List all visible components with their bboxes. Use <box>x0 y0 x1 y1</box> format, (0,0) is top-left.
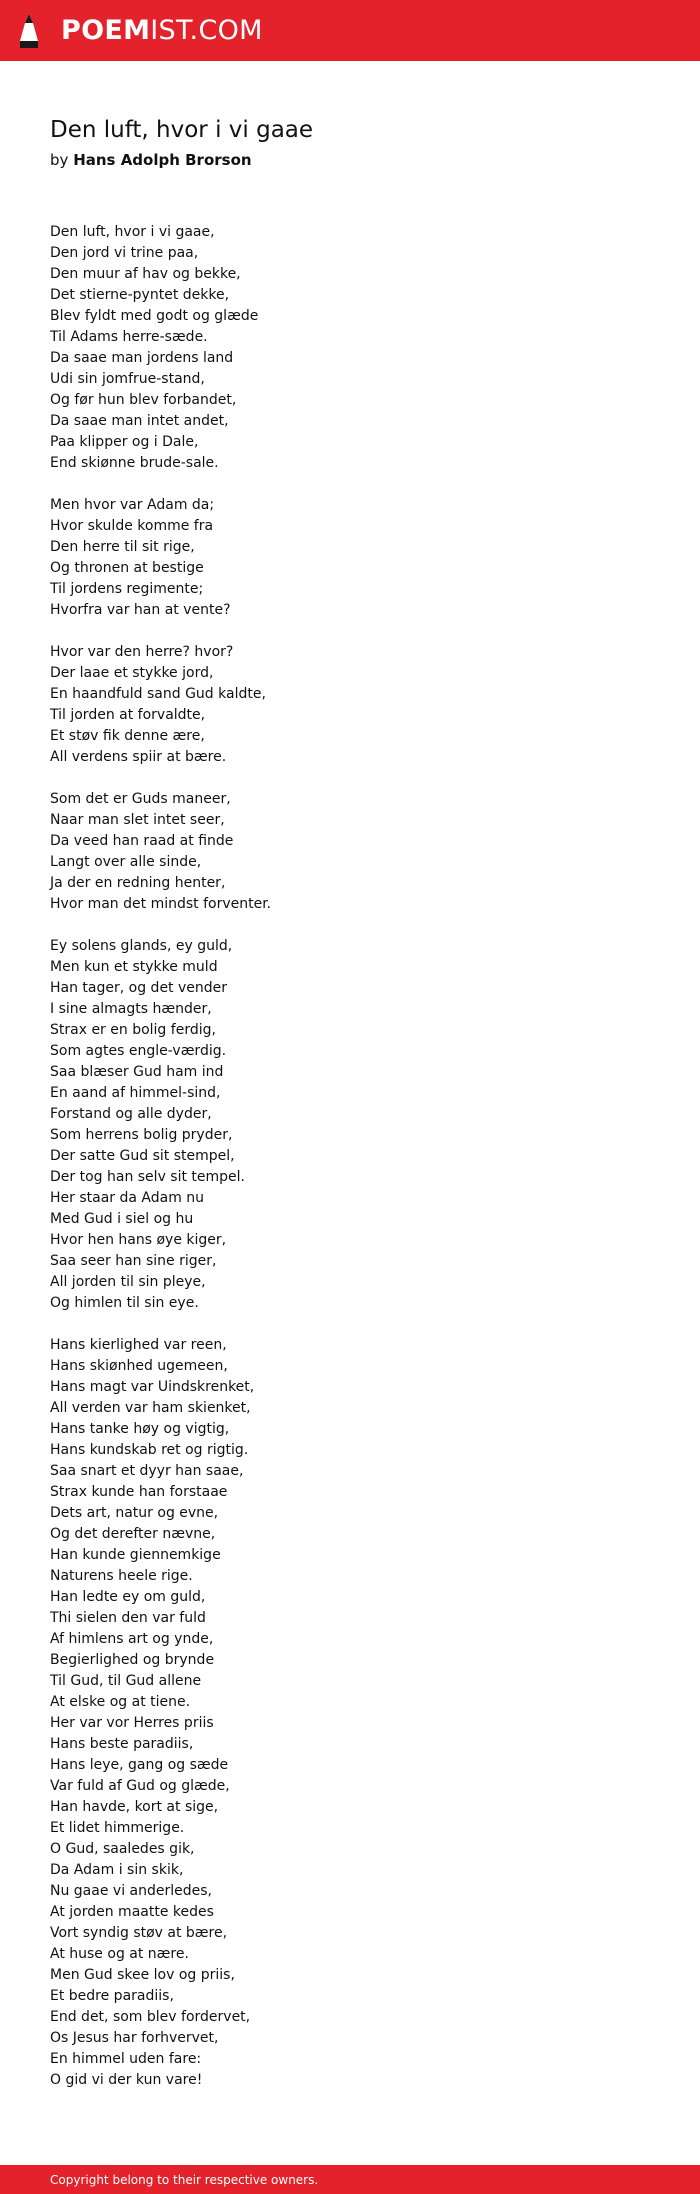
poem-line: Det stierne-pyntet dekke, <box>50 287 230 303</box>
poem-line: Var fuld af Gud og glæde, <box>50 1778 230 1794</box>
poem-line: Men Gud skee lov og priis, <box>50 1967 235 1983</box>
by-prefix: by <box>50 151 69 169</box>
poem-line: Forstand og alle dyder, <box>50 1106 212 1122</box>
poem-line: I sine almagts hænder, <box>50 1001 212 1017</box>
stanza <box>50 495 650 621</box>
poem-line: Hans magt var Uindskrenket, <box>50 1379 255 1395</box>
poem-line: Men hvor var Adam da; <box>50 497 215 513</box>
poem-line: Ey solens glands, ey guld, <box>50 938 233 954</box>
poem-line: Begierlighed og brynde <box>50 1652 215 1668</box>
poem-line: Blev fyldt med godt og glæde <box>50 308 259 324</box>
site-logo[interactable] <box>18 13 263 49</box>
poem-line: Der satte Gud sit stempel, <box>50 1148 235 1164</box>
poem-line: Han tager, og det vender <box>50 980 228 996</box>
poem-line: Da saae man jordens land <box>50 350 234 366</box>
poem-line: At elske og at tiene. <box>50 1694 191 1710</box>
poem-line: Dets art, natur og evne, <box>50 1505 219 1521</box>
poem-line: Udi sin jomfrue-stand, <box>50 371 205 387</box>
poem-line: Og thronen at bestige <box>50 560 204 576</box>
logo-text <box>61 13 263 49</box>
poem-line: Hans kundskab ret og rigtig. <box>50 1442 249 1458</box>
poem-line: Den herre til sit rige, <box>50 539 195 555</box>
poem-line: Os Jesus har forhvervet, <box>50 2030 219 2046</box>
poem-line: Her var vor Herres priis <box>50 1715 214 1731</box>
poem-line: Et bedre paradiis, <box>50 1988 174 2004</box>
poem-line: Da veed han raad at finde <box>50 833 234 849</box>
poem-line: Hvor var den herre? hvor? <box>50 644 234 660</box>
poem-line: O gid vi der kun vare! <box>50 2072 203 2088</box>
poem-line: Til jorden at forvaldte, <box>50 707 206 723</box>
poem-line: Saa blæser Gud ham ind <box>50 1064 224 1080</box>
poem-line: Han kunde giennemkige <box>50 1547 221 1563</box>
poem-line: Hvorfra var han at vente? <box>50 602 231 618</box>
poem-line: Og før hun blev forbandet, <box>50 392 237 408</box>
poem-line: Som herrens bolig pryder, <box>50 1127 233 1143</box>
poem-line: Strax er en bolig ferdig, <box>50 1022 216 1038</box>
poem-line: All verden var ham skienket, <box>50 1400 251 1416</box>
stanza <box>50 642 650 768</box>
poem-line: Langt over alle sinde, <box>50 854 202 870</box>
poem-line: Naar man slet intet seer, <box>50 812 225 828</box>
author-link[interactable]: Hans Adolph Brorson <box>73 151 252 169</box>
site-header <box>0 0 700 61</box>
pen-nib-icon <box>18 13 40 49</box>
site-footer <box>0 2165 700 2194</box>
stanza <box>50 789 650 915</box>
poem-line: Han havde, kort at sige, <box>50 1799 219 1815</box>
poem-line: En aand af himmel-sind, <box>50 1085 221 1101</box>
poem-line: At huse og at nære. <box>50 1946 189 1962</box>
poem-line: Og himlen til sin eye. <box>50 1295 199 1311</box>
poem-line: Ja der en redning henter, <box>50 875 226 891</box>
poem-line: Hans beste paradiis, <box>50 1736 194 1752</box>
poem-line: Hvor hen hans øye kiger, <box>50 1232 227 1248</box>
poem-content <box>50 111 650 2112</box>
poem-line: All verdens spiir at bære. <box>50 749 227 765</box>
poem-line: Paa klipper og i Dale, <box>50 434 199 450</box>
poem-line: Til Gud, til Gud allene <box>50 1673 202 1689</box>
poem-line: Thi sielen den var fuld <box>50 1610 206 1626</box>
poem-line: Som det er Guds maneer, <box>50 791 231 807</box>
stanza <box>50 222 650 474</box>
poem-line: Et støv fik denne ære, <box>50 728 205 744</box>
poem-line: Strax kunde han forstaae <box>50 1484 228 1500</box>
poem-line: Men kun et stykke muld <box>50 959 218 975</box>
logo-text-light: IST.COM <box>150 15 263 46</box>
poem-line: Til jordens regimente; <box>50 581 204 597</box>
poem-line: Her staar da Adam nu <box>50 1190 205 1206</box>
poem-line: Hans skiønhed ugemeen, <box>50 1358 228 1374</box>
poem-line: Hvor skulde komme fra <box>50 518 214 534</box>
poem-line: Saa snart et dyyr han saae, <box>50 1463 244 1479</box>
byline <box>50 149 650 171</box>
poem-line: End skiønne brude-sale. <box>50 455 219 471</box>
copyright-text: Copyright belong to their respective owners. <box>50 2173 319 2187</box>
poem-line: Der laae et stykke jord, <box>50 665 214 681</box>
poem-line: Da Adam i sin skik, <box>50 1862 184 1878</box>
poem-title: Den luft, hvor i vi gaae <box>50 117 314 143</box>
poem-line: Nu gaae vi anderledes, <box>50 1883 212 1899</box>
poem-line: Til Adams herre-sæde. <box>50 329 208 345</box>
poem-line: Naturens heele rige. <box>50 1568 193 1584</box>
poem-line: En haandfuld sand Gud kaldte, <box>50 686 266 702</box>
poem-line: Af himlens art og ynde, <box>50 1631 214 1647</box>
poem-line: Der tog han selv sit tempel. <box>50 1169 246 1185</box>
stanza <box>50 1335 650 2091</box>
poem-line: Han ledte ey om guld, <box>50 1589 206 1605</box>
poem-body <box>50 222 650 2091</box>
stanza <box>50 936 650 1314</box>
poem-line: O Gud, saaledes gik, <box>50 1841 195 1857</box>
poem-line: Hvor man det mindst forventer. <box>50 896 272 912</box>
poem-line: End det, som blev fordervet, <box>50 2009 251 2025</box>
poem-line: All jorden til sin pleye, <box>50 1274 206 1290</box>
poem-line: Hans tanke høy og vigtig, <box>50 1421 230 1437</box>
poem-line: Da saae man intet andet, <box>50 413 229 429</box>
poem-line: Som agtes engle-værdig. <box>50 1043 227 1059</box>
poem-line: Med Gud i siel og hu <box>50 1211 194 1227</box>
poem-line: Saa seer han sine riger, <box>50 1253 217 1269</box>
poem-line: Hans leye, gang og sæde <box>50 1757 229 1773</box>
poem-line: Hans kierlighed var reen, <box>50 1337 227 1353</box>
poem-line: Den jord vi trine paa, <box>50 245 199 261</box>
poem-line: At jorden maatte kedes <box>50 1904 214 1920</box>
poem-line: En himmel uden fare: <box>50 2051 202 2067</box>
poem-line: Et lidet himmerige. <box>50 1820 185 1836</box>
poem-line: Og det derefter nævne, <box>50 1526 216 1542</box>
logo-text-bold: POEM <box>61 15 151 46</box>
poem-line: Den luft, hvor i vi gaae, <box>50 224 215 240</box>
poem-line: Vort syndig støv at bære, <box>50 1925 228 1941</box>
poem-line: Den muur af hav og bekke, <box>50 266 241 282</box>
